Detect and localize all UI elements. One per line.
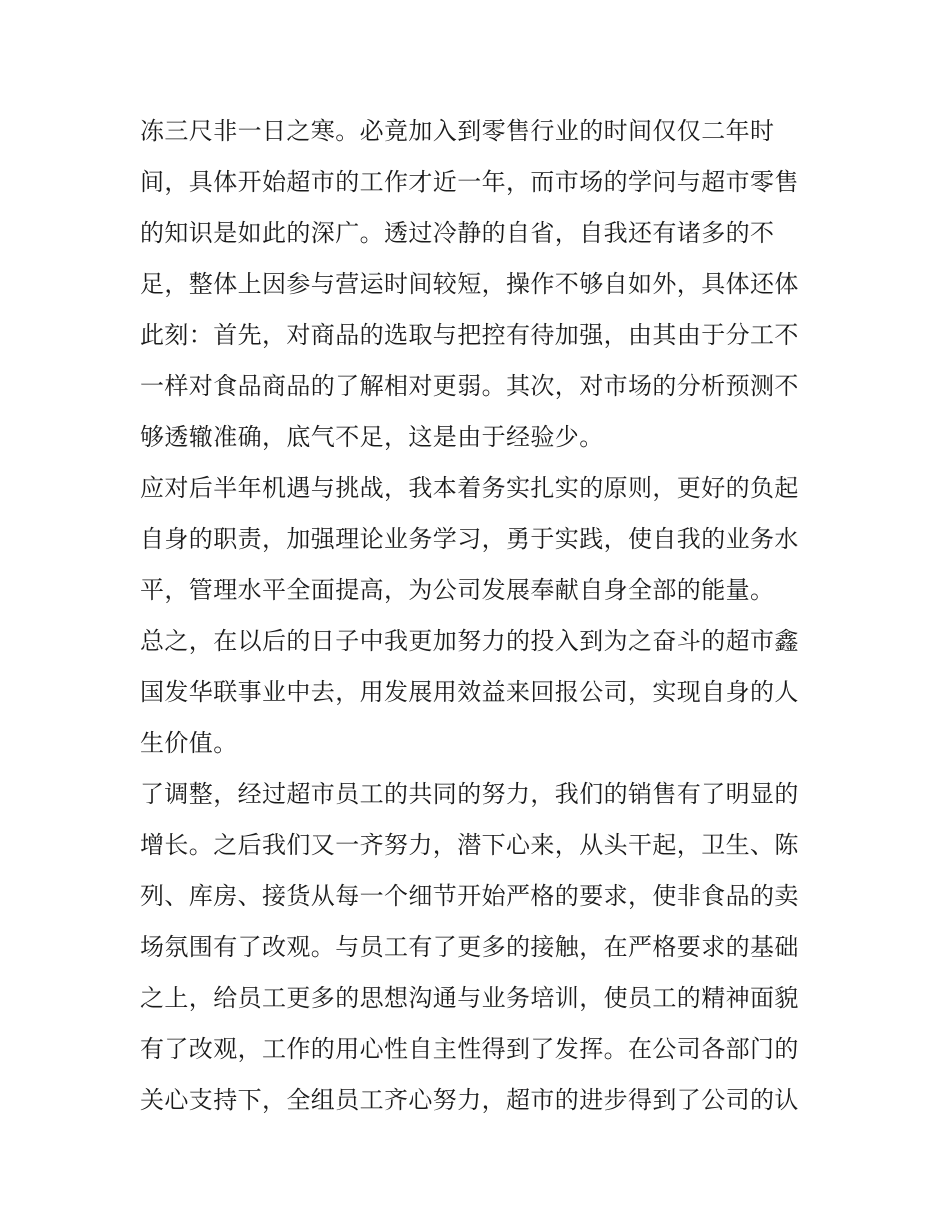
text-line: 自身的职责，加强理论业务学习，勇于实践，使自我的业务水 (140, 525, 799, 553)
text-line: 增长。之后我们又一齐努力，潜下心来，从头干起，卫生、陈 (140, 831, 799, 859)
text-line: 有了改观，工作的用心性自主性得到了发挥。在公司各部门的 (140, 1035, 799, 1063)
text-line: 国发华联事业中去，用发展用效益来回报公司，实现自身的人 (140, 678, 799, 706)
text-line: 间，具体开始超市的工作才近一年，而市场的学问与超市零售 (140, 168, 799, 196)
text-line: 生价值。 (140, 729, 238, 757)
paragraph-plan (140, 463, 820, 616)
document-body (140, 106, 820, 1126)
text-line: 之上，给员工更多的思想沟通与业务培训，使员工的精神面貌 (140, 984, 799, 1012)
paragraph-adjustment (140, 769, 820, 1126)
paragraph-conclusion (140, 616, 820, 769)
text-line: 冻三尺非一日之寒。必竟加入到零售行业的时间仅仅二年时 (140, 117, 775, 145)
text-line: 列、库房、接货从每一个细节开始严格的要求，使非食品的卖 (140, 882, 799, 910)
text-line: 够透辙准确，底气不足，这是由于经验少。 (140, 423, 604, 451)
text-line: 的知识是如此的深广。透过冷静的自省，自我还有诸多的不 (140, 219, 775, 247)
text-line: 场氛围有了改观。与员工有了更多的接触，在严格要求的基础 (140, 933, 799, 961)
text-line: 应对后半年机遇与挑战，我本着务实扎实的原则，更好的负起 (140, 474, 799, 502)
text-line: 了调整，经过超市员工的共同的努力，我们的销售有了明显的 (140, 780, 799, 808)
text-line: 足，整体上因参与营运时间较短，操作不够自如外，具体还体 (140, 270, 799, 298)
text-line: 关心支持下，全组员工齐心努力，超市的进步得到了公司的认 (140, 1086, 799, 1114)
text-line: 一样对食品商品的了解相对更弱。其次，对市场的分析预测不 (140, 372, 799, 400)
text-line: 平，管理水平全面提高，为公司发展奉献自身全部的能量。 (140, 576, 775, 604)
text-line: 总之，在以后的日子中我更加努力的投入到为之奋斗的超市鑫 (140, 627, 799, 655)
paragraph-self-assessment (140, 106, 820, 463)
text-line: 此刻：首先，对商品的选取与把控有待加强，由其由于分工不 (140, 321, 799, 349)
